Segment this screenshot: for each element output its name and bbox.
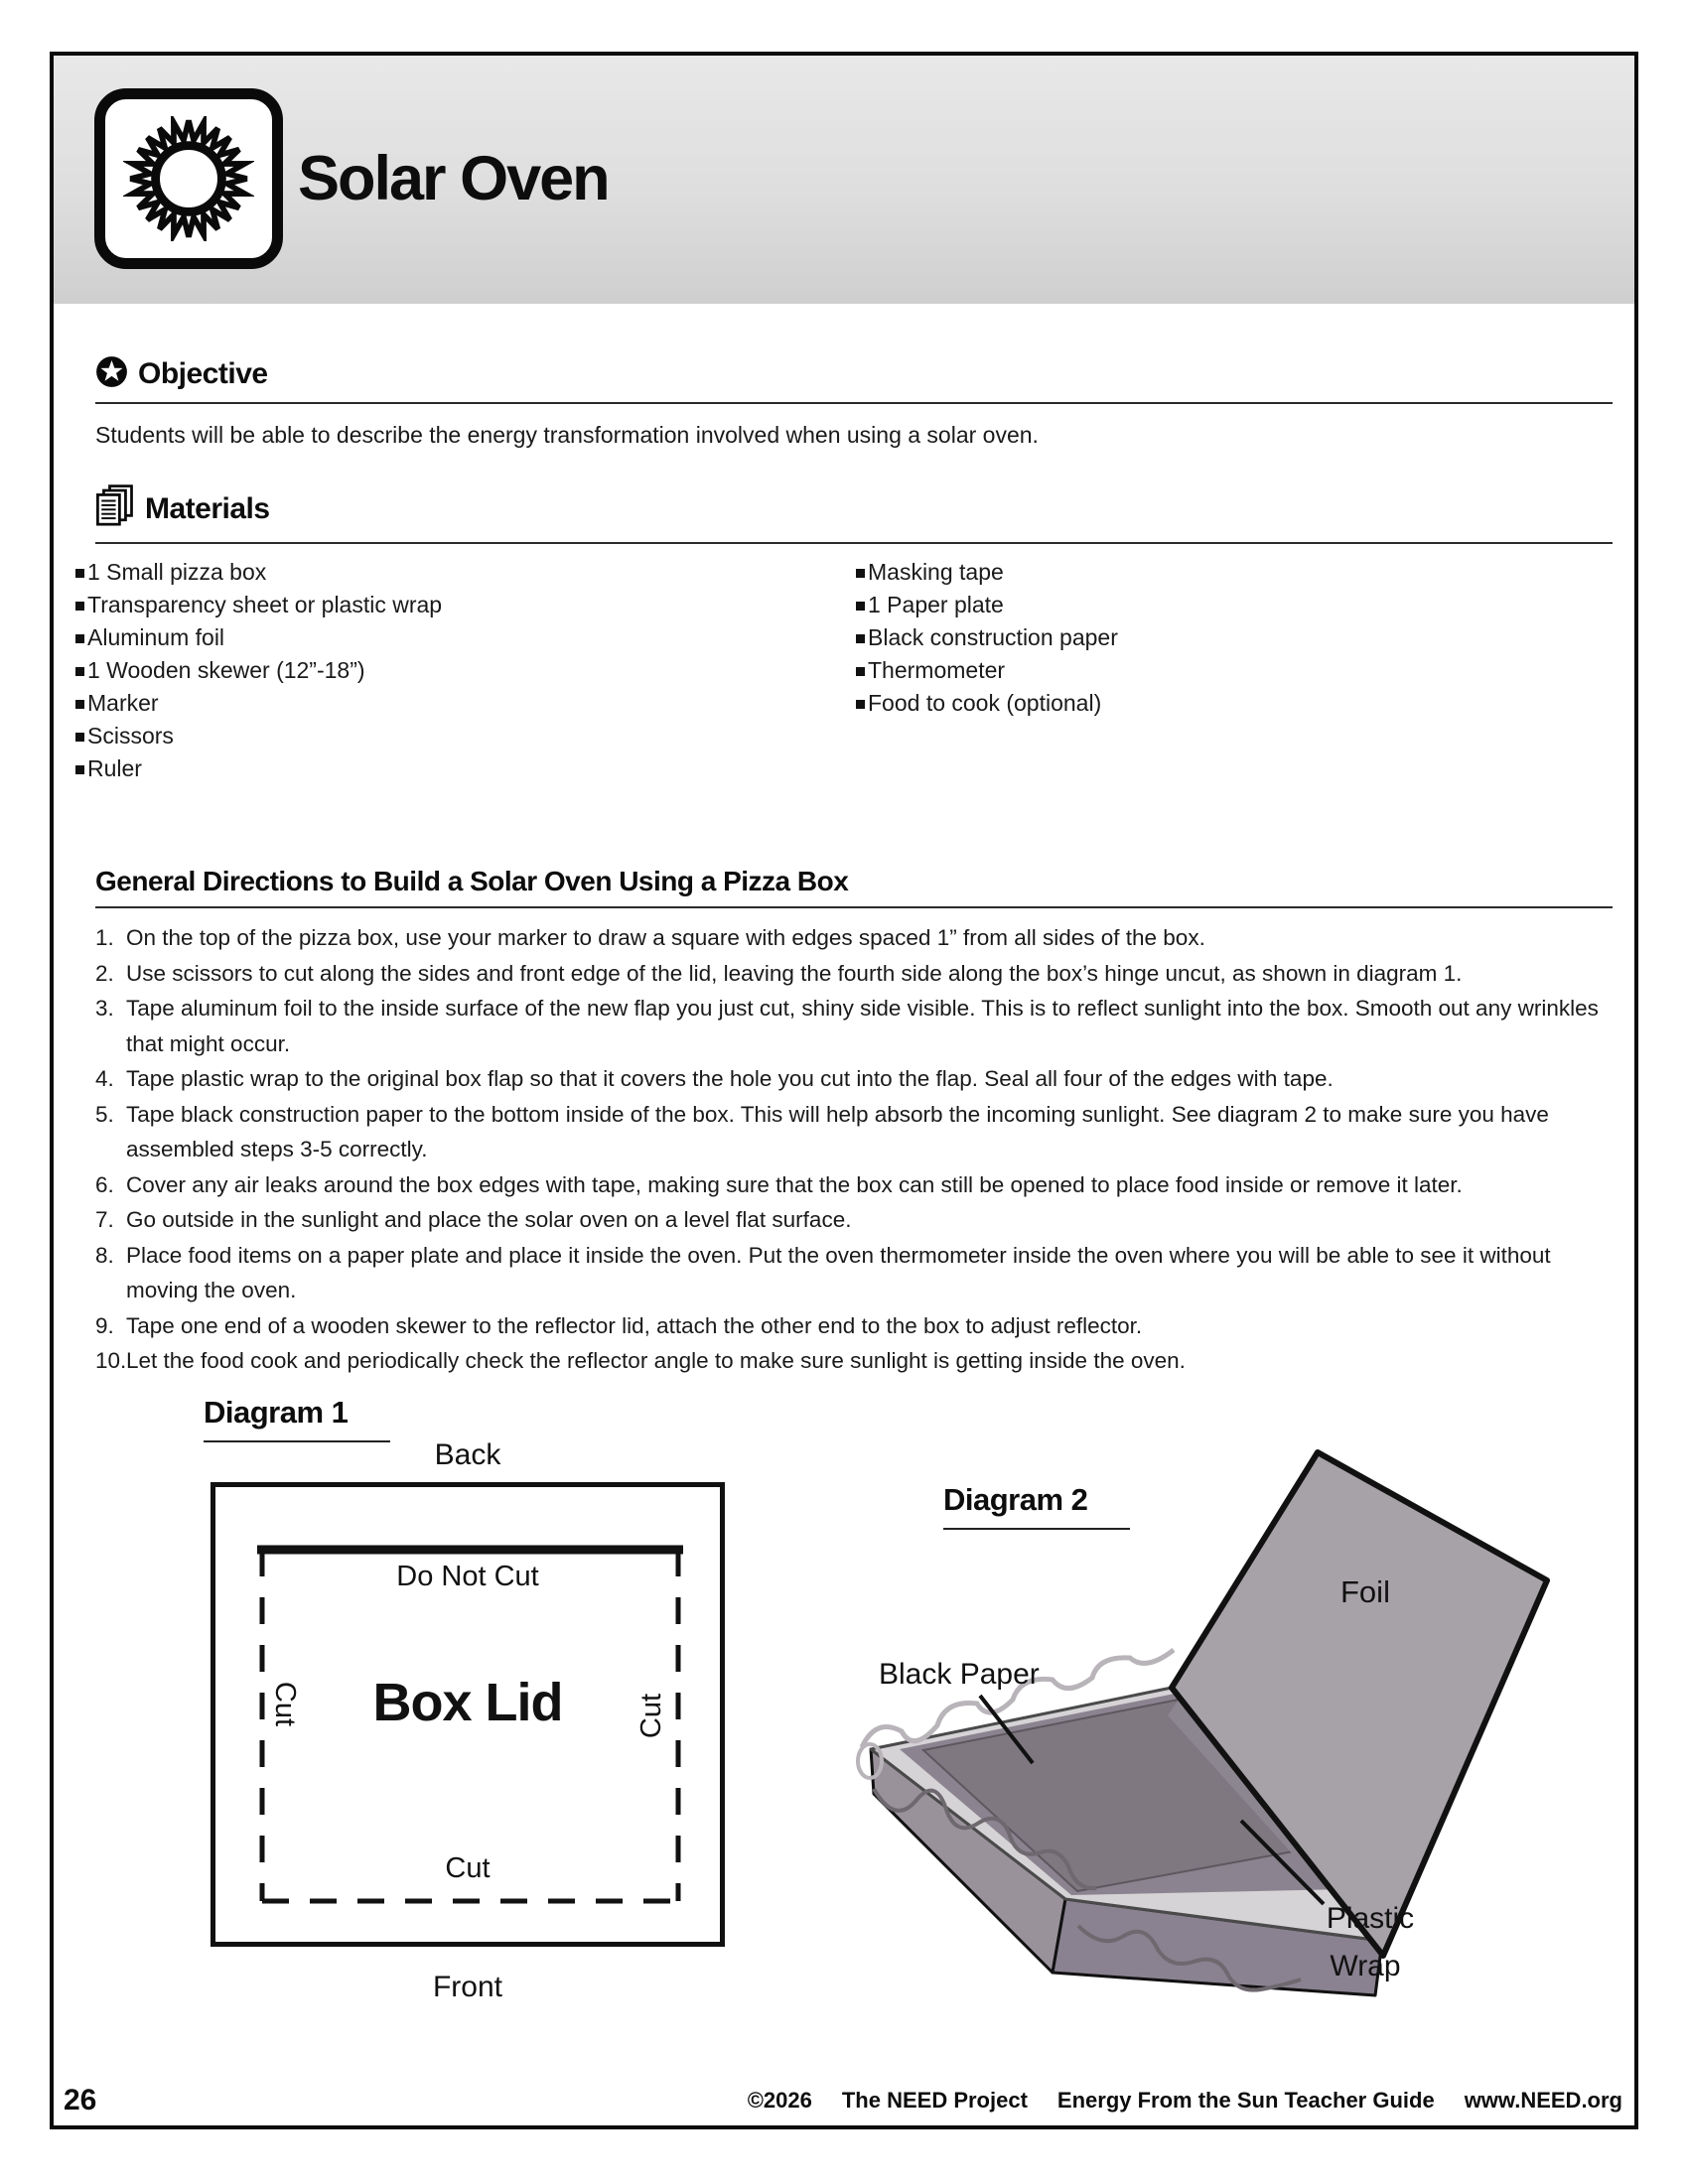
footer-credits [748, 2088, 1622, 2114]
square-bullet-icon [856, 700, 865, 709]
page-frame [50, 52, 1638, 2129]
directions-heading-row [95, 866, 1613, 908]
objective-heading-row [95, 355, 1613, 404]
direction-step: 2. Use scissors to cut along the sides and front edge of the lid, leaving the fourth side along the box’s hinge uncut, as shown in diagram 1. [95, 960, 1463, 986]
diagram2-illustration [844, 1430, 1579, 2035]
materials-heading-row [95, 484, 1613, 544]
materials-columns [75, 556, 1613, 785]
direction-step: 3. Tape aluminum foil to the inside surface of the new flap you just cut, shiny side visible. This is to reflect sunlight into the box. Smooth out any wrinkles that might occur. [95, 996, 1599, 1056]
diagram1-box-outline [211, 1482, 725, 1947]
direction-step: 7. Go outside in the sunlight and place the solar oven on a level flat surface. [95, 1207, 852, 1232]
square-bullet-icon [856, 634, 865, 643]
pages-icon [95, 484, 135, 533]
square-bullet-icon [75, 634, 84, 643]
square-bullet-icon [75, 667, 84, 676]
direction-step: 5. Tape black construction paper to the bottom inside of the box. This will help absorb the incoming sunlight. See diagram 2 to make sure you have assembled steps 3-5 correctly. [95, 1101, 1549, 1161]
direction-step: 4. Tape plastic wrap to the original box flap so that it covers the hole you cut into the flap. Seal all four of the edges with tape. [95, 1066, 1334, 1091]
material-item: Transparency sheet or plastic wrap [75, 589, 856, 621]
material-item: Ruler [75, 752, 856, 785]
direction-step: 9. Tape one end of a wooden skewer to the reflector lid, attach the other end to the box to adjust reflector. [95, 1312, 1143, 1338]
material-item: Thermometer [856, 654, 1613, 687]
objective-text: Students will be able to describe the energy transformation involved when using a solar oven. [95, 422, 1039, 448]
square-bullet-icon [75, 700, 84, 709]
diagram1-front-label: Front [432, 1971, 503, 2003]
sun-icon [94, 88, 283, 269]
objective-heading: Objective [138, 357, 268, 390]
do-not-cut-label: Do Not Cut [396, 1561, 539, 1592]
square-bullet-icon [856, 569, 865, 578]
cut-right-label: Cut [635, 1693, 668, 1738]
plastic-wrap-label-line1: Plastic [1326, 1902, 1415, 1935]
objective-section [95, 355, 1613, 450]
materials-section [87, 484, 1613, 785]
directions-heading: General Directions to Build a Solar Oven Using a Pizza Box [95, 866, 849, 896]
sun-icon-glyph [123, 116, 254, 241]
material-item: Masking tape [856, 556, 1613, 589]
header-band [54, 56, 1634, 304]
page-title: Solar Oven [298, 144, 609, 213]
footer-site: www.NEED.org [1464, 2088, 1622, 2113]
footer-copyright: ©2026 [747, 2088, 812, 2113]
square-bullet-icon [856, 667, 865, 676]
diagram1-title: Diagram 1 [204, 1395, 390, 1442]
directions-steps [95, 920, 1613, 1379]
direction-step: 6. Cover any air leaks around the box edges with tape, making sure that the box can still be opened to place food inside or remove it later. [95, 1171, 1463, 1197]
material-item: 1 Small pizza box [75, 556, 856, 589]
cut-left-label: Cut [269, 1681, 302, 1726]
square-bullet-icon [75, 733, 84, 742]
square-bullet-icon [856, 602, 865, 611]
materials-heading: Materials [145, 491, 270, 525]
star-icon [95, 355, 128, 393]
footer-guide: Energy From the Sun Teacher Guide [1056, 2088, 1435, 2113]
material-item: 1 Paper plate [856, 589, 1613, 621]
plastic-wrap-label-line2: Wrap [1330, 1950, 1401, 1982]
material-item: Aluminum foil [75, 621, 856, 654]
square-bullet-icon [75, 569, 84, 578]
box-lid-label: Box Lid [372, 1673, 563, 1732]
diagram1-back-label: Back [434, 1438, 501, 1471]
directions-section [95, 866, 1613, 1379]
foil-label: Foil [1340, 1574, 1390, 1609]
material-item: Food to cook (optional) [856, 687, 1613, 720]
page-number: 26 [64, 2084, 97, 2116]
direction-step: 8. Place food items on a paper plate and place it inside the oven. Put the oven thermometer inside the oven where you will be able to see it without moving the oven. [95, 1242, 1551, 1302]
direction-step: 1. On the top of the pizza box, use your marker to draw a square with edges spaced 1” from all sides of the box. [95, 925, 1205, 950]
material-item: Scissors [75, 720, 856, 752]
material-item: Black construction paper [856, 621, 1613, 654]
cut-bottom-label: Cut [445, 1852, 491, 1884]
square-bullet-icon [75, 602, 84, 611]
diagram2-title: Diagram 2 [943, 1482, 1130, 1530]
square-bullet-icon [75, 765, 84, 774]
black-paper-label: Black Paper [879, 1658, 1040, 1691]
material-item: 1 Wooden skewer (12”-18”) [75, 654, 856, 687]
footer-org: The NEED Project [841, 2088, 1028, 2113]
direction-step: 10. Let the food cook and periodically check the reflector angle to make sure sunlight is getting inside the oven. [95, 1348, 1186, 1373]
materials-list-left [75, 556, 856, 785]
material-item: Marker [75, 687, 856, 720]
materials-list-right [856, 556, 1613, 785]
diagram1 [204, 1395, 730, 2015]
